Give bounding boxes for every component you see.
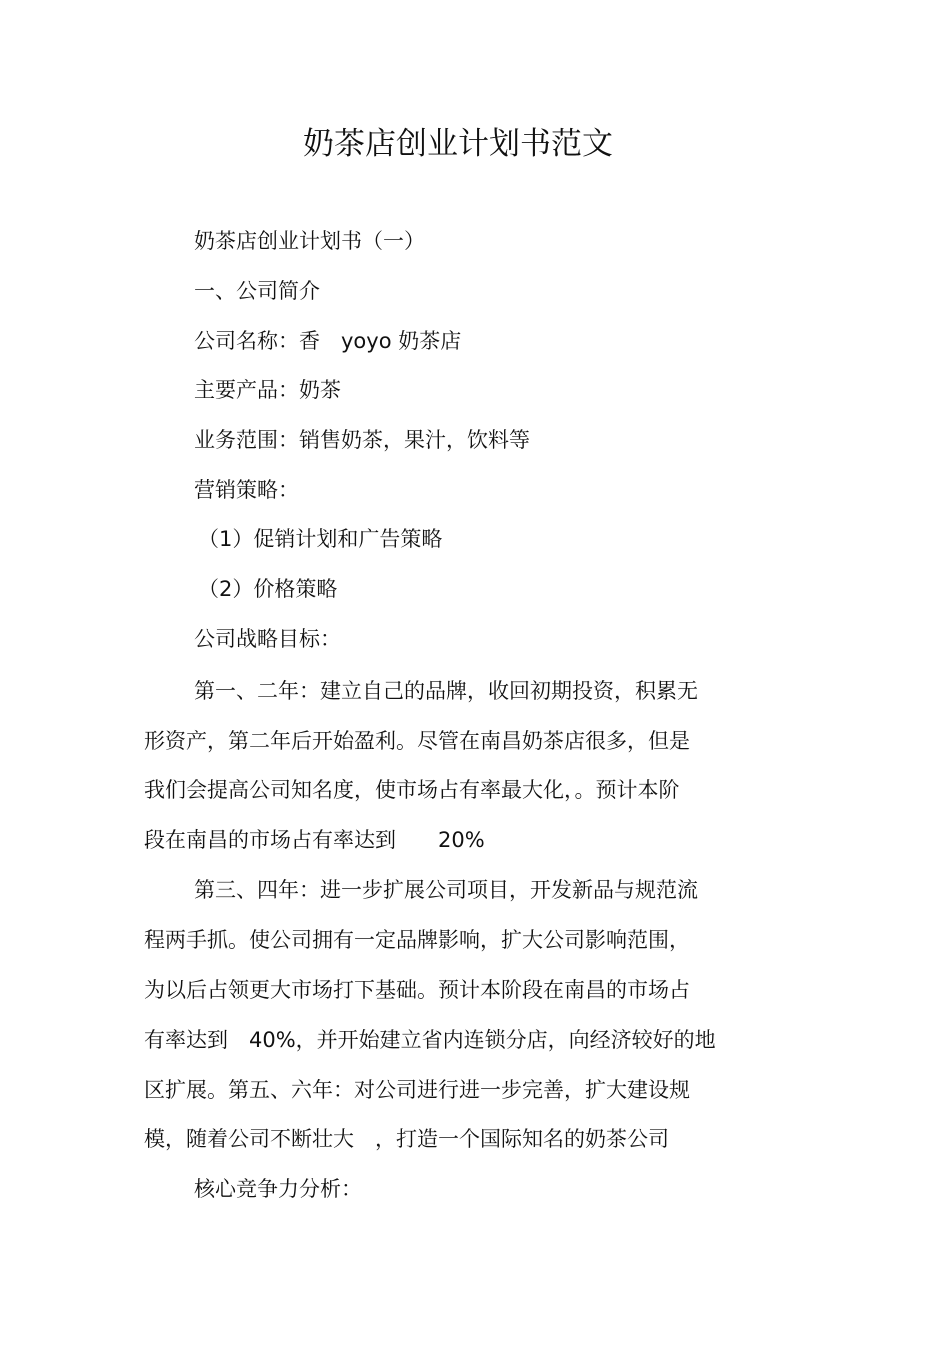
paragraph-line: 为以后占领更大市场打下基础。预计本阶段在南昌的市场占: [144, 978, 690, 1002]
paragraph-line: 我们会提高公司知名度，使市场占有率最大化，。预计本阶: [144, 778, 680, 802]
company-name-line: 公司名称：香 yoyo 奶茶店: [194, 329, 462, 353]
paragraph-line: 形资产，第二年后开始盈利。尽管在南昌奶茶店很多，但是: [144, 729, 690, 753]
core-competitiveness-label: 核心竞争力分析：: [194, 1177, 362, 1201]
section-heading-plan-one: 奶茶店创业计划书（一）: [194, 229, 425, 253]
paragraph-line: 区扩展。第五、六年：对公司进行进一步完善，扩大建设规: [144, 1078, 690, 1102]
marketing-strategy-label: 营销策略：: [194, 478, 299, 502]
document-title: 奶茶店创业计划书范文: [303, 126, 613, 162]
paragraph-line: 段在南昌的市场占有率达到 20%: [144, 828, 485, 852]
paragraph-line: 有率达到 40%，并开始建立省内连锁分店，向经济较好的地: [144, 1028, 716, 1052]
business-scope-line: 业务范围：销售奶茶，果汁，饮料等: [194, 428, 530, 452]
paragraph-line: 第一、二年：建立自己的品牌，收回初期投资，积累无: [194, 679, 698, 703]
marketing-item-promotion: （1）促销计划和广告策略: [198, 527, 443, 551]
section-heading-company-intro: 一、公司简介: [194, 279, 320, 303]
paragraph-line: 第三、四年：进一步扩展公司项目，开发新品与规范流: [194, 878, 698, 902]
paragraph-line: 模，随着公司不断壮大 ，打造一个国际知名的奶茶公司: [144, 1127, 669, 1151]
marketing-item-pricing: （2）价格策略: [198, 577, 338, 601]
strategic-goals-label: 公司战略目标：: [194, 627, 341, 651]
main-product-line: 主要产品：奶茶: [194, 378, 341, 402]
paragraph-line: 程两手抓。使公司拥有一定品牌影响，扩大公司影响范围，: [144, 928, 690, 952]
